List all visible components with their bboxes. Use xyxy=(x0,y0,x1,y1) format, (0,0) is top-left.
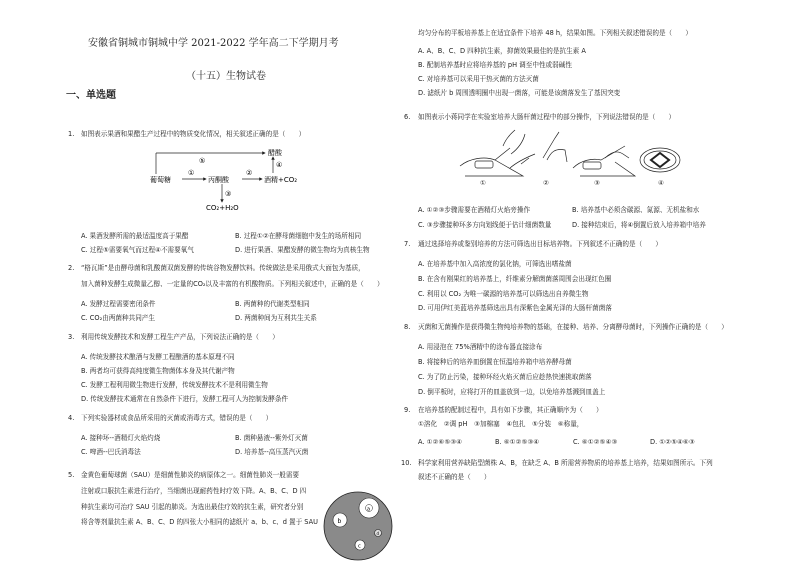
q6-figure-label-2: ② xyxy=(543,179,549,187)
acetic-acid-label: 醋酸 xyxy=(268,149,282,157)
q8-number: 8. xyxy=(404,323,411,331)
section-heading: 一、单选题 xyxy=(66,90,116,101)
q4-number: 4. xyxy=(68,414,75,422)
q3-option-d[interactable]: D. 传统发酵技术通常在自然条件下进行，发酵工程可人为控制发酵条件 xyxy=(81,395,289,403)
q2-number: 2. xyxy=(68,264,75,272)
q3-number: 3. xyxy=(68,333,75,341)
q2-option-a[interactable]: A. 发酵过程需要密闭条件 xyxy=(81,300,156,308)
q8-option-c[interactable]: C. 为了防止污染，接种环经火焰灭菌后应趁热快速挑取菌落 xyxy=(418,373,592,381)
q9-option-b[interactable]: B. ⑥①②⑤③④ xyxy=(495,438,540,446)
q6-figure-label-4: ④ xyxy=(658,179,664,187)
q3-stem: 利用传统发酵技术和发酵工程生产产品，下列说法正确的是（ ） xyxy=(81,333,279,341)
disc-a-label: a xyxy=(367,506,371,513)
q7-option-c[interactable]: C. 利用以 CO₂ 为唯一碳源的培养基可以筛选出自养微生物 xyxy=(418,290,589,298)
q8-stem: 灭菌和无菌操作是获得微生物纯培养物的基础，在接种、培养、分离酵母菌时，下列操作正确的是（ ） xyxy=(418,323,728,331)
q3-option-b[interactable]: B. 两者均可获得高纯度微生物菌体本身及其代谢产物 xyxy=(81,367,235,375)
q6-option-b[interactable]: B. 培养基中必须含碳源、氮源、无机盐和水 xyxy=(572,206,700,214)
step-3-illustration xyxy=(573,146,635,176)
q6-figure-label-1: ① xyxy=(480,179,486,187)
q6-operation-figure xyxy=(455,128,685,190)
q3-option-c[interactable]: C. 发酵工程利用微生物进行发酵，传统发酵技术不是利用微生物 xyxy=(81,381,268,389)
q5-number: 5. xyxy=(68,471,75,479)
q2-option-c[interactable]: C. CO₂由两菌种共同产生 xyxy=(81,314,155,322)
q9-option-d[interactable]: D. ①②⑤④⑥③ xyxy=(650,438,695,446)
disc-b-label: b xyxy=(337,518,342,525)
step-2-illustration xyxy=(543,132,567,162)
q8-option-b[interactable]: B. 将接种后的培养皿倒置在恒温培养箱中培养酵母菌 xyxy=(418,358,572,366)
q5-stem-line3: 种抗生素均可治疗 SAU 引起的肺炎。为选出最佳疗效的抗生素，研究者分别 xyxy=(81,503,304,511)
q1-option-d[interactable]: D. 进行果酒、果醋发酵的微生物均为真核生物 xyxy=(235,246,370,254)
q4-option-d[interactable]: D. 培养基--高压蒸汽灭菌 xyxy=(235,448,309,456)
q5-option-b[interactable]: B. 配制培养基时应将培养基的 pH 调至中性或弱碱性 xyxy=(418,61,572,69)
q10-number: 10. xyxy=(401,459,412,467)
q10-stem-line2: 叙述不正确的是（ ） xyxy=(418,473,491,481)
q10-stem-line1: 科学家利用营养缺陷型菌株 A、B，在缺乏 A、B 所需营养物质的培养基上培养，结果如图所示。下列 xyxy=(418,459,713,467)
q4-option-c[interactable]: C. 啤酒--巴氏消毒法 xyxy=(81,448,141,456)
antibiotic-plate-figure xyxy=(322,490,394,562)
q5-stem-line1: 金黄色葡萄球菌（SAU）是细菌性肺炎的病原体之一。细菌性肺炎一般需要 xyxy=(81,471,300,479)
q2-option-d[interactable]: D. 两菌种间为互利共生关系 xyxy=(235,314,317,322)
step-5-label: ⑤ xyxy=(199,157,206,165)
q9-option-c[interactable]: C. ⑥①②⑤④③ xyxy=(573,438,618,446)
step-4-label: ④ xyxy=(276,161,283,169)
q2-option-b[interactable]: B. 两菌种的代谢类型相同 xyxy=(235,300,310,308)
q4-stem: 下列实验器材或食品所采用的灭菌或消毒方式，错误的是（ ） xyxy=(81,414,273,422)
q7-option-d[interactable]: D. 可用伊红美蓝培养基筛选出具有深紫色金属光泽的大肠杆菌菌落 xyxy=(418,304,612,312)
disc-c-label: c xyxy=(358,543,361,550)
step-1-label: ① xyxy=(188,169,195,177)
q1-option-b[interactable]: B. 过程①②在酵母菌细胞中发生的场所相同 xyxy=(235,232,362,240)
co2-h2o-label: CO₂+H₂O xyxy=(206,204,239,212)
q5-option-c[interactable]: C. 对培养基可以采用干热灭菌的方法灭菌 xyxy=(418,75,539,83)
document-title: 安徽省铜城市铜城中学 2021-2022 学年高二下学期月考 xyxy=(88,38,339,49)
disc-d-label: d xyxy=(376,531,380,536)
q7-option-b[interactable]: B. 在含有刚果红的培养基上，纤维素分解菌菌落周围会出现红色圈 xyxy=(418,275,612,283)
step-3-label: ③ xyxy=(225,190,232,198)
glucose-label: 葡萄糖 xyxy=(150,176,171,184)
alcohol-label: 酒精+CO₂ xyxy=(264,176,298,184)
q6-number: 6. xyxy=(404,113,411,121)
q3-option-a[interactable]: A. 传统发酵技术酿酒与发酵工程酿酒的基本原理不同 xyxy=(81,353,235,361)
q1-number: 1. xyxy=(68,130,75,138)
q5-stem-line4: 将含等剂量抗生素 A、B、C、D 的四张大小相同的滤纸片 a、b、c、d 置于 SAU xyxy=(81,518,318,526)
step-1-illustration xyxy=(460,130,535,176)
q6-option-a[interactable]: A. ①②③步骤需要在酒精灯火焰旁操作 xyxy=(418,206,531,214)
q9-stem: 在培养基的配制过程中，具有如下步骤，其正确顺序为（ ） xyxy=(418,406,603,414)
q6-option-d[interactable]: D. 接种结束后，将④倒置后放入培养箱中培养 xyxy=(572,221,706,229)
q7-number: 7. xyxy=(404,240,411,248)
q5-stem-line5: 均匀分布的平板培养基上在适宜条件下培养 48 h，结果如图。下列相关叙述错误的是（ ） xyxy=(418,29,692,37)
q9-option-a[interactable]: A. ①②⑥⑤③④ xyxy=(418,438,463,446)
q1-metabolism-diagram xyxy=(150,148,310,214)
q9-number: 9. xyxy=(404,406,411,414)
q4-option-b[interactable]: B. 菌种悬液--紫外灯灭菌 xyxy=(235,434,308,442)
q2-stem-line2: 加入菌种发酵生成微量乙醇、一定量的CO₂以及丰富的有机酸物质。下列相关叙述中，正确的是（ ） xyxy=(81,280,384,288)
q6-figure-label-3: ③ xyxy=(594,179,600,187)
step-2-label: ② xyxy=(246,169,253,177)
q8-option-d[interactable]: D. 倒平板时，应将打开的皿盖放到一边，以免培养基溅到皿盖上 xyxy=(418,388,606,396)
q4-option-a[interactable]: A. 接种环--酒精灯火焰灼烧 xyxy=(81,434,161,442)
q7-option-a[interactable]: A. 在培养基中加入高浓度的氯化钠，可筛选出嗜盐菌 xyxy=(418,260,572,268)
q1-stem: 如图表示果酒和果醋生产过程中的物质变化情况，相关叙述正确的是（ ） xyxy=(81,130,306,138)
q2-stem-line1: “格瓦斯”是由酵母菌和乳酸菌双菌发酵的传统谷物发酵饮料。传统做法是采用俄式大面包为基质， xyxy=(81,264,365,272)
document-subtitle: （十五）生物试卷 xyxy=(186,71,266,82)
q7-stem: 通过选择培养或鉴别培养的方法可筛选出目标培养物。下列叙述不正确的是（ ） xyxy=(418,240,662,248)
q9-steps: ①溶化 ②调 pH ③加棉塞 ④包扎 ⑤分装 ⑥称量， xyxy=(418,420,584,428)
q8-option-a[interactable]: A. 用浸泡在 75%酒精中的涂布器直接涂布 xyxy=(418,343,543,351)
step-4-petri-dish-illustration xyxy=(640,148,680,172)
q6-option-c[interactable]: C. ③步骤接种环多方向划线便于估计细菌数量 xyxy=(418,221,552,229)
q5-option-d[interactable]: D. 滤纸片 b 周围透明圈中出现一菌落，可能是该菌落发生了基因突变 xyxy=(418,89,621,97)
q6-stem: 如图表示小蒋同学在实验室培养大肠杆菌过程中的部分操作，下列说法错误的是（ ） xyxy=(418,113,676,121)
q5-option-a[interactable]: A. A、B、C、D 四种抗生素，抑菌效果最佳的是抗生素 A xyxy=(418,47,586,55)
q1-option-a[interactable]: A. 果酒发酵所需的最适温度高于果醋 xyxy=(81,232,189,240)
pyruvate-label: 丙酮酸 xyxy=(208,176,229,184)
q1-option-c[interactable]: C. 过程⑤需要氧气而过程④不需要氧气 xyxy=(81,246,194,254)
q5-stem-line2: 注射或口服抗生素进行治疗，当细菌出现耐药性时疗效下降。A、B、C、D 四 xyxy=(81,487,307,495)
